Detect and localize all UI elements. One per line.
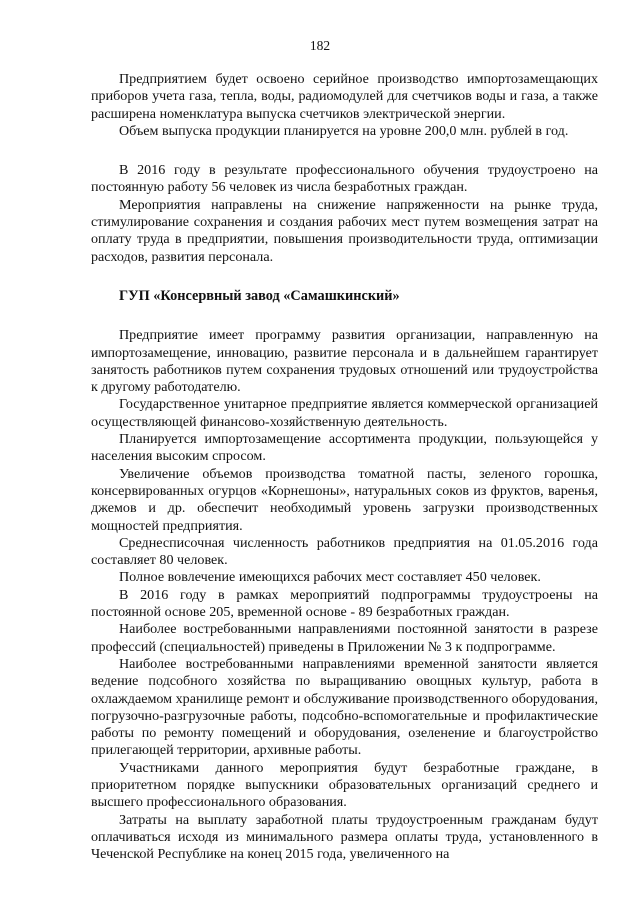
paragraph: Планируется импортозамещение ассортимента продукции, пользующейся у населения высоким спросом. (91, 431, 598, 465)
page-number: 182 (309, 38, 331, 53)
document-body (91, 71, 598, 863)
paragraph-gap (91, 140, 598, 162)
paragraph: Наиболее востребованными направлениями постоянной занятости в разрезе профессий (специальностей) приведены в Приложении № 3 к подпрограмме. (91, 621, 598, 655)
paragraph: Среднесписочная численность работников предприятия на 01.05.2016 года составляет 80 человек. (91, 534, 598, 569)
paragraph: В 2016 году в рамках мероприятий подпрограммы трудоустроены на постоянной основе 205, временной основе - 89 безработных граждан. (91, 586, 598, 621)
paragraph: Объем выпуска продукции планируется на уровне 200,0 млн. рублей в год. (119, 122, 569, 139)
paragraph: Участниками данного мероприятия будут безработные граждане, в приоритетном порядке выпускники образовательных организаций среднего и высшего профессионального образования. (91, 759, 598, 811)
paragraph: Мероприятия направлены на снижение напряженности на рынке труда, стимулирование сохранения и создания рабочих мест путем возмещения затрат на оплату труда в предприятии, повышения производительности труда, оптимизации расходов, развития персонала. (91, 196, 598, 265)
paragraph: Государственное унитарное предприятие является коммерческой организацией осуществляющей финансово-хозяйственную деятельность. (91, 396, 598, 430)
paragraph: Наиболее востребованными направлениями временной занятости является ведение подсобного хозяйства по выращиванию овощных культур, работа в охлаждаемом хранилище ремонт и обслуживание производственного оборудования, погрузочно-разгрузочные работы, подсобно-вспомогательные и профилактические работы по ремонту помещений и оборудования, озеленение и благоустройство прилегающей территории, архивные работы. (91, 655, 598, 759)
paragraph: В 2016 году в результате профессионального обучения трудоустроено на постоянную работу 56 человек из числа безработных граждан. (91, 162, 598, 196)
paragraph-gap (91, 266, 598, 288)
paragraph-gap (91, 305, 598, 327)
paragraph: Увеличение объемов производства томатной пасты, зеленого горошка, консервированных огурцов «Корнешоны», натуральных соков из фруктов, варенья, джемов и др. обеспечит необходимый уровень загрузки производственных мощностей предприятия. (91, 465, 598, 534)
paragraph: Предприятие имеет программу развития организации, направленную на импортозамещение, инновацию, развитие персонала и в дальнейшем гарантирует занятость работников путем сохранения трудовых отношений или трудоустройства к другому работодателю. (91, 327, 598, 396)
section-heading: ГУП «Консервный завод «Самашкинский» (119, 287, 400, 304)
paragraph: Затраты на выплату заработной платы трудоустроенным гражданам будут оплачиваться исходя из минимального размера оплаты труда, установленного в Чеченской Республике на конец 2015 года, увеличенного на (91, 811, 598, 863)
paragraph: Предприятием будет освоено серийное производство импортозамещающих приборов учета газа, тепла, воды, радиомодулей для счетчиков воды и газа, а также расширена номенклатура выпуска счетчиков электрической энергии. (91, 71, 598, 122)
paragraph: Полное вовлечение имеющихся рабочих мест составляет 450 человек. (119, 569, 541, 586)
